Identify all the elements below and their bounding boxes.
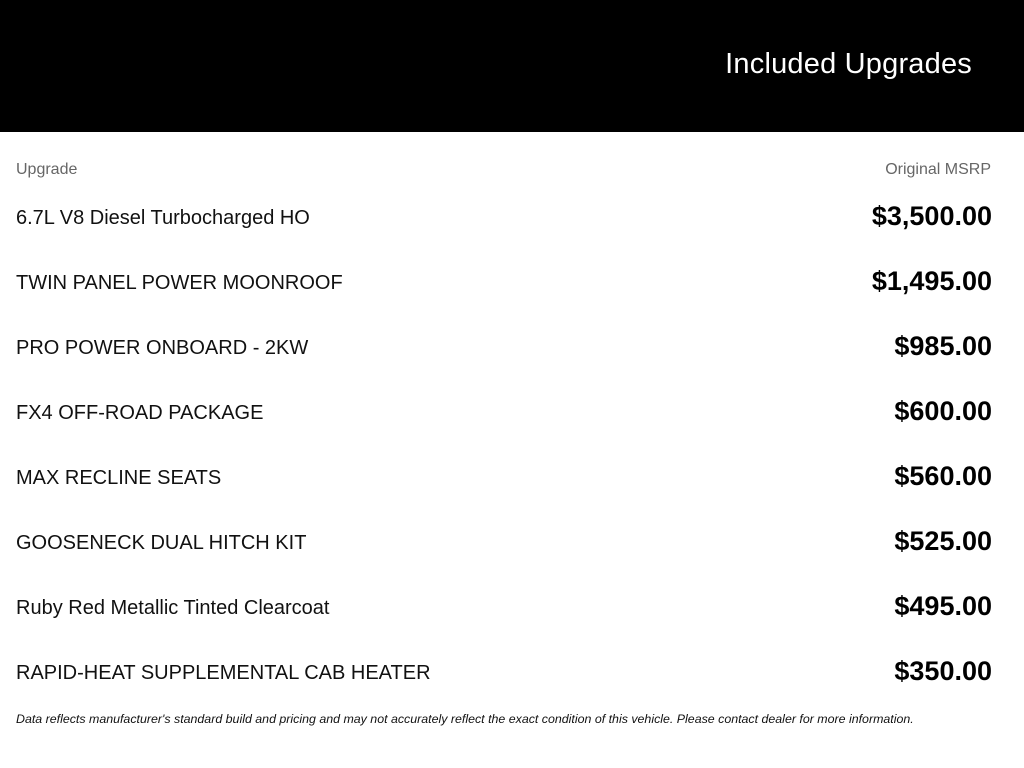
upgrade-row [0, 250, 1024, 315]
upgrade-price: $985.00 [894, 331, 992, 361]
upgrade-name: TWIN PANEL POWER MOONROOF [16, 272, 343, 294]
disclaimer-text: Data reflects manufacturer's standard build and pricing and may not accurately reflect the exact condition of this vehicle. Please contact dealer for more information. [16, 712, 914, 726]
upgrade-name: FX4 OFF-ROAD PACKAGE [16, 402, 264, 424]
column-header-upgrade: Upgrade [16, 161, 78, 178]
upgrade-price: $600.00 [894, 396, 992, 426]
upgrade-row [0, 445, 1024, 510]
upgrade-price: $1,495.00 [871, 266, 992, 296]
upgrade-name: PRO POWER ONBOARD - 2KW [16, 337, 309, 359]
upgrade-row [0, 640, 1024, 705]
column-header-msrp: Original MSRP [885, 161, 991, 178]
page-title: Included Upgrades [725, 48, 972, 80]
upgrade-row [0, 315, 1024, 380]
upgrade-price: $350.00 [894, 656, 992, 686]
upgrade-price: $3,500.00 [871, 201, 992, 231]
upgrade-name: GOOSENECK DUAL HITCH KIT [16, 532, 307, 554]
upgrade-price: $495.00 [894, 591, 992, 621]
upgrade-name: RAPID-HEAT SUPPLEMENTAL CAB HEATER [16, 662, 431, 684]
upgrade-row [0, 575, 1024, 640]
upgrade-row [0, 380, 1024, 445]
upgrade-price: $560.00 [894, 461, 992, 491]
upgrade-name: Ruby Red Metallic Tinted Clearcoat [16, 597, 330, 619]
upgrades-list [0, 185, 1024, 705]
header-bar [0, 0, 1024, 132]
upgrade-row [0, 510, 1024, 575]
upgrade-name: MAX RECLINE SEATS [16, 467, 222, 489]
upgrade-name: 6.7L V8 Diesel Turbocharged HO [16, 207, 310, 229]
upgrade-price: $525.00 [894, 526, 992, 556]
upgrade-row [0, 185, 1024, 250]
